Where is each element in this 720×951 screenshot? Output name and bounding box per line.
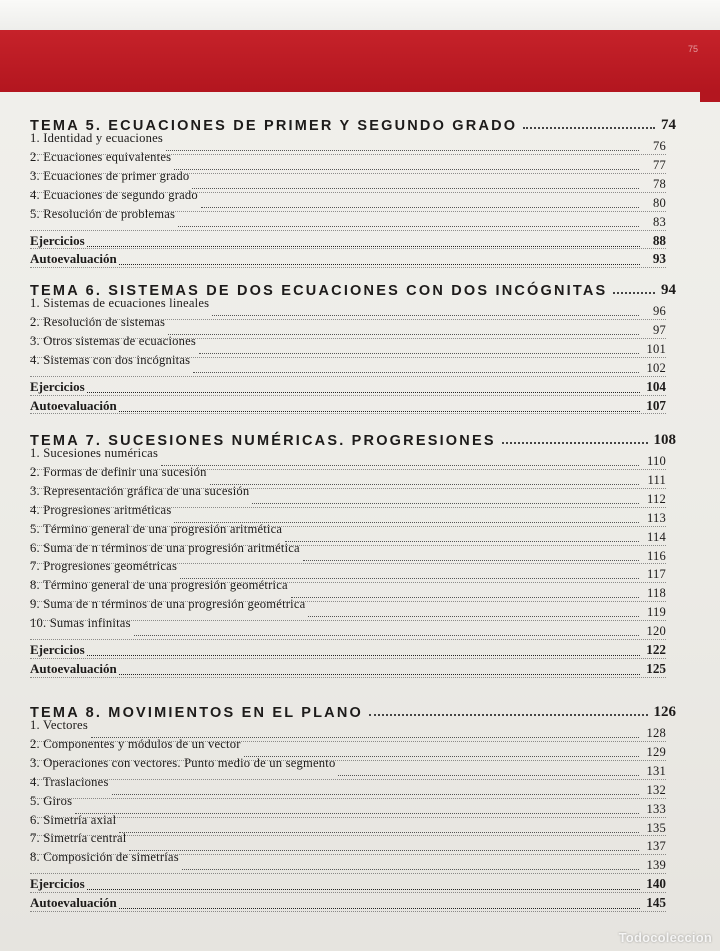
section-title: TEMA 6. SISTEMAS DE DOS ECUACIONES CON DOS INCÓGNITAS xyxy=(30,283,608,299)
entry-label: 3. Operaciones con vectores. Punto medio de un segmento xyxy=(30,755,336,770)
leader-dots xyxy=(112,794,639,795)
entry-label: 10. Sumas infinitas xyxy=(30,616,131,631)
leader-dots xyxy=(168,334,639,335)
entry-label: 8. Composición de simetrías xyxy=(30,850,179,865)
entry-page: 116 xyxy=(646,548,666,563)
entry-label: 1. Sucesiones numéricas xyxy=(30,446,159,460)
leader-dots xyxy=(303,560,639,561)
leader-dots xyxy=(87,889,640,890)
toc-summary-row xyxy=(30,377,666,395)
section-title: TEMA 7. SUCESIONES NUMÉRICAS. PROGRESIONES xyxy=(30,433,496,449)
entry-page: 97 xyxy=(653,322,666,337)
toc-summary-row xyxy=(30,249,666,267)
entry-label: Ejercicios xyxy=(30,642,85,657)
section-page: 94 xyxy=(661,282,676,298)
entry-page: 118 xyxy=(646,586,666,601)
leader-dots xyxy=(252,503,639,504)
section-title: TEMA 5. ECUACIONES DE PRIMER Y SEGUNDO GRADO xyxy=(30,118,518,134)
leader-dots xyxy=(119,411,640,412)
toc-summary-row xyxy=(30,231,666,249)
entry-page: 132 xyxy=(646,782,666,797)
entry-label: 2. Ecuaciones equivalentes xyxy=(30,149,172,164)
entry-page: 114 xyxy=(646,529,666,544)
leader-dots xyxy=(134,635,639,636)
leader-dots xyxy=(308,616,639,617)
leader-dots xyxy=(182,869,639,870)
leader-dots xyxy=(201,207,639,208)
entry-page: 96 xyxy=(653,304,666,318)
entry-label: 3. Representación gráfica de una sucesión xyxy=(30,483,250,498)
entry-page: 76 xyxy=(653,139,666,153)
leader-dots xyxy=(212,315,639,316)
leader-dots xyxy=(291,597,639,598)
entry-page: 80 xyxy=(653,195,666,210)
leader-dots xyxy=(87,392,640,393)
entry-label: Ejercicios xyxy=(30,876,85,892)
entry-page: 131 xyxy=(646,763,666,778)
entry-page: 93 xyxy=(652,251,666,267)
toc-summary-row xyxy=(30,659,666,677)
toc-entry xyxy=(30,755,666,779)
entry-page: 78 xyxy=(653,176,666,191)
entry-label: 4. Sistemas con dos incógnitas xyxy=(30,352,191,367)
entry-page: 102 xyxy=(646,360,666,375)
section-title: TEMA 8. MOVIMIENTOS EN EL PLANO xyxy=(30,705,363,721)
entry-label: 2. Resolución de sistemas xyxy=(30,314,166,329)
toc-summary-row xyxy=(30,640,666,658)
entry-label: Autoevaluación xyxy=(30,660,117,676)
entry-label: 9. Suma de n términos de una progresión geométrica xyxy=(30,597,306,612)
entry-page: 104 xyxy=(646,378,666,394)
toc-summary-row xyxy=(30,874,666,892)
entry-page: 117 xyxy=(646,567,666,582)
leader-dots xyxy=(192,188,639,189)
entry-page: 77 xyxy=(653,157,666,172)
entry-page: 112 xyxy=(646,491,666,506)
leader-dots xyxy=(502,442,648,444)
entry-label: 4. Ecuaciones de segundo grado xyxy=(30,187,198,202)
toc-entry xyxy=(30,616,666,639)
entry-page: 129 xyxy=(646,744,666,759)
leader-dots xyxy=(285,541,639,542)
entry-page: 113 xyxy=(646,510,666,525)
section-heading xyxy=(30,697,676,721)
leader-dots xyxy=(369,714,648,716)
entry-page: 139 xyxy=(646,858,666,873)
entry-page: 135 xyxy=(646,820,666,835)
entry-label: 7. Progresiones geométricas xyxy=(30,559,178,574)
leader-dots xyxy=(166,150,639,151)
leader-dots xyxy=(119,674,640,675)
entry-label: Autoevaluación xyxy=(30,895,117,911)
leader-dots xyxy=(523,127,655,129)
entry-label: 7. Simetría central xyxy=(30,831,127,846)
entry-label: Ejercicios xyxy=(30,378,85,394)
entry-page: 110 xyxy=(646,454,666,468)
toc-entry xyxy=(30,850,666,873)
entry-page: 128 xyxy=(646,726,666,740)
entry-label: 6. Simetría axial xyxy=(30,812,117,827)
leader-dots xyxy=(119,832,639,833)
leader-dots xyxy=(119,908,640,909)
leader-dots xyxy=(161,465,639,466)
leader-dots xyxy=(199,353,639,354)
entry-label: 2. Formas de definir una sucesión xyxy=(30,464,207,479)
row-divider xyxy=(30,911,666,912)
entry-label: 4. Traslaciones xyxy=(30,774,109,789)
entry-label: 5. Giros xyxy=(30,793,73,808)
entry-page: 122 xyxy=(646,642,666,657)
entry-label: 1. Identidad y ecuaciones xyxy=(30,131,163,145)
leader-dots xyxy=(613,292,655,294)
entry-label: Autoevaluación xyxy=(30,397,117,413)
entry-page: 133 xyxy=(646,801,666,816)
section-page: 108 xyxy=(653,432,676,448)
entry-label: Autoevaluación xyxy=(30,251,117,267)
section-page: 126 xyxy=(653,704,676,720)
leader-dots xyxy=(193,372,639,373)
toc-summary-row xyxy=(30,396,666,414)
entry-label: 3. Otros sistemas de ecuaciones xyxy=(30,333,197,348)
leader-dots xyxy=(129,850,639,851)
toc-entry xyxy=(30,352,666,376)
entry-page: 140 xyxy=(646,876,666,892)
entry-label: 8. Término general de una progresión geométrica xyxy=(30,578,288,593)
entry-page: 145 xyxy=(646,895,666,911)
header-page-number: 75 xyxy=(688,44,699,54)
entry-label: 4. Progresiones aritméticas xyxy=(30,502,172,517)
leader-dots xyxy=(75,813,639,814)
leader-dots xyxy=(87,246,640,247)
entry-label: 3. Ecuaciones de primer grado xyxy=(30,168,190,183)
entry-page: 101 xyxy=(646,341,666,356)
entry-label: 2. Componentes y módulos de un vector xyxy=(30,736,241,751)
toc-entry xyxy=(30,206,666,230)
leader-dots xyxy=(87,655,640,656)
toc-entry xyxy=(30,793,666,817)
entry-page: 120 xyxy=(646,624,666,639)
entry-page: 137 xyxy=(646,839,666,854)
leader-dots xyxy=(119,264,640,265)
entry-label: 1. Vectores xyxy=(30,718,88,732)
row-divider xyxy=(30,677,666,678)
leader-dots xyxy=(338,775,639,776)
entry-page: 83 xyxy=(653,214,666,229)
section-page: 74 xyxy=(661,117,676,133)
entry-label: 5. Término general de una progresión aritmética xyxy=(30,521,283,536)
entry-page: 111 xyxy=(647,472,666,487)
entry-label: 5. Resolución de problemas xyxy=(30,206,176,221)
row-divider xyxy=(30,413,666,414)
entry-page: 88 xyxy=(652,232,666,248)
watermark-logo: Todocoleccion xyxy=(618,930,712,945)
leader-dots xyxy=(178,226,639,227)
entry-label: Ejercicios xyxy=(30,232,85,248)
entry-page: 119 xyxy=(646,605,666,620)
toc-summary-row xyxy=(30,893,666,911)
entry-page: 125 xyxy=(646,660,666,676)
entry-label: 1. Sistemas de ecuaciones lineales xyxy=(30,296,210,310)
leader-dots xyxy=(210,484,639,485)
entry-page: 107 xyxy=(646,397,666,413)
leader-dots xyxy=(174,169,639,170)
toc-entry xyxy=(30,774,666,798)
row-divider xyxy=(30,267,666,268)
entry-label: 6. Suma de n términos de una progresión aritmética xyxy=(30,540,300,555)
